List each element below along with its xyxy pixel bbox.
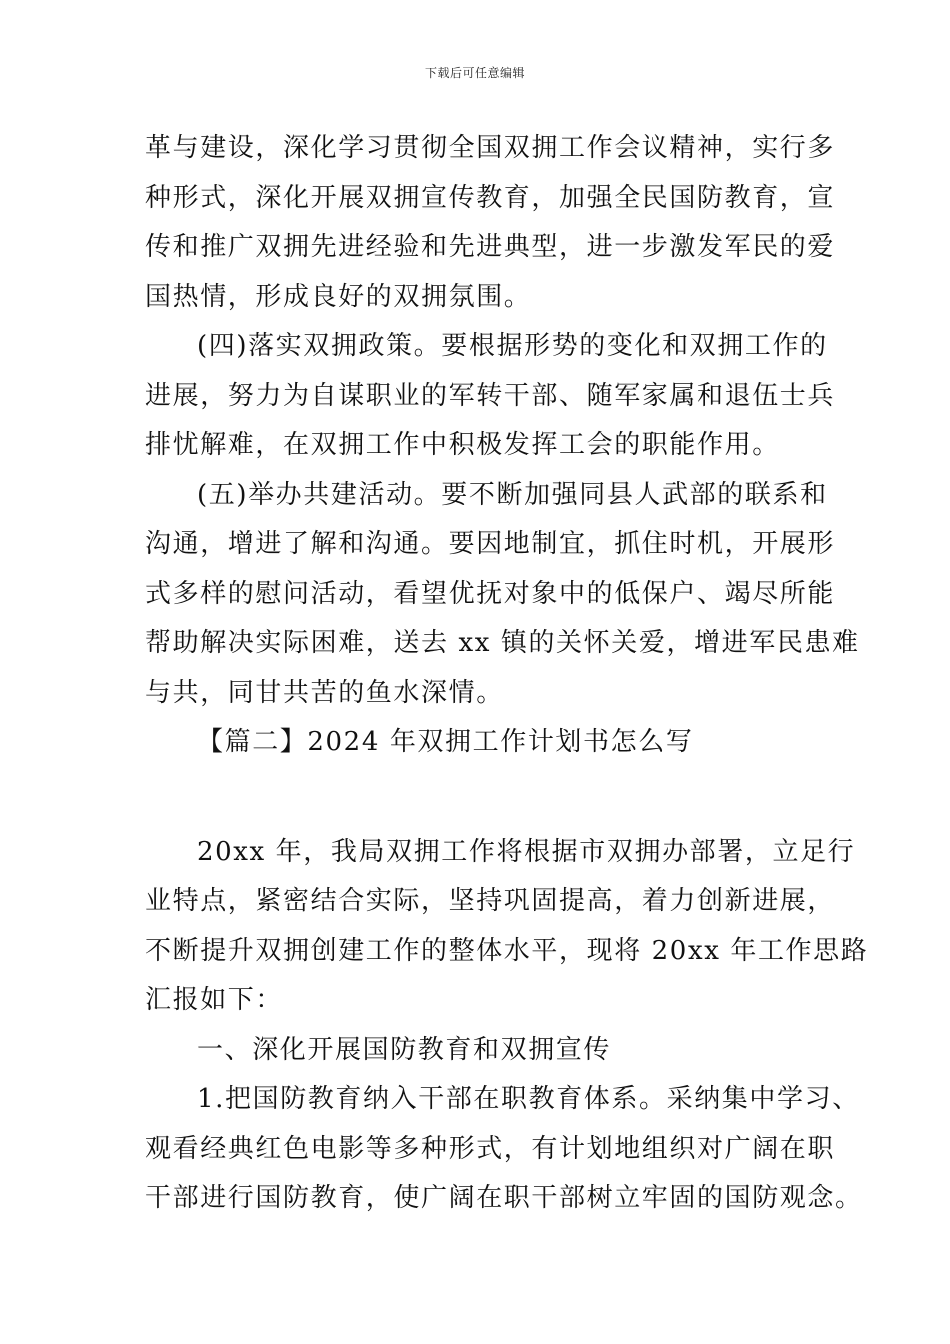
paragraph-line: 排忧解难，在双拥工作中积极发挥工会的职能作用。 xyxy=(145,430,780,460)
paragraph-line: 干部进行国防教育，使广阔在职干部树立牢固的国防观念。 xyxy=(145,1183,863,1213)
paragraph-line: 1.把国防教育纳入干部在职教育体系。采纳集中学习、 xyxy=(197,1084,860,1114)
document-body xyxy=(145,124,869,1224)
paragraph-line: 革与建设，深化学习贯彻全国双拥工作会议精神，实行多 xyxy=(145,133,836,163)
paragraph-line: 业特点，紧密结合实际，坚持巩固提高，着力创新进展， xyxy=(145,886,836,916)
paragraph-line: 传和推广双拥先进经验和先进典型，进一步激发军民的爱 xyxy=(145,232,836,262)
paragraph-line: 与共，同甘共苦的鱼水深情。 xyxy=(145,677,504,708)
paragraph-line: 国热情，形成良好的双拥氛围。 xyxy=(145,281,532,312)
paragraph-line: 不断提升双拥创建工作的整体水平，现将 20xx 年工作思路 xyxy=(145,935,869,966)
paragraph-line: 汇报如下： xyxy=(145,985,284,1015)
paragraph-line: 帮助解决实际困难，送去 xx 镇的关怀关爱，增进军民患难 xyxy=(145,628,860,658)
paragraph-line: 进展，努力为自谋职业的军转干部、随军家属和退伍士兵 xyxy=(145,380,836,411)
paragraph-line: (四)落实双拥政策。要根据形势的变化和双拥工作的 xyxy=(197,331,828,361)
paragraph-line: 种形式，深化开展双拥宣传教育，加强全民国防教育，宣 xyxy=(145,182,836,213)
subsection-heading: 一、深化开展国防教育和双拥宣传 xyxy=(197,1034,612,1065)
header-note: 下载后可任意编辑 xyxy=(424,66,525,80)
paragraph-line: 观看经典红色电影等多种形式，有计划地组织对广阔在职 xyxy=(145,1133,836,1164)
section-heading: 【篇二】2024 年双拥工作计划书怎么写 xyxy=(197,727,694,757)
paragraph-line: 20xx 年，我局双拥工作将根据市双拥办部署，立足行 xyxy=(197,836,856,867)
spacer xyxy=(145,768,810,828)
paragraph-line: (五)举办共建活动。要不断加强同县人武部的联系和 xyxy=(197,479,828,510)
paragraph-line: 式多样的慰问活动，看望优抚对象中的低保户、竭尽所能 xyxy=(145,578,836,609)
paragraph-line: 沟通，增进了解和沟通。要因地制宜，抓住时机，开展形 xyxy=(145,529,836,559)
